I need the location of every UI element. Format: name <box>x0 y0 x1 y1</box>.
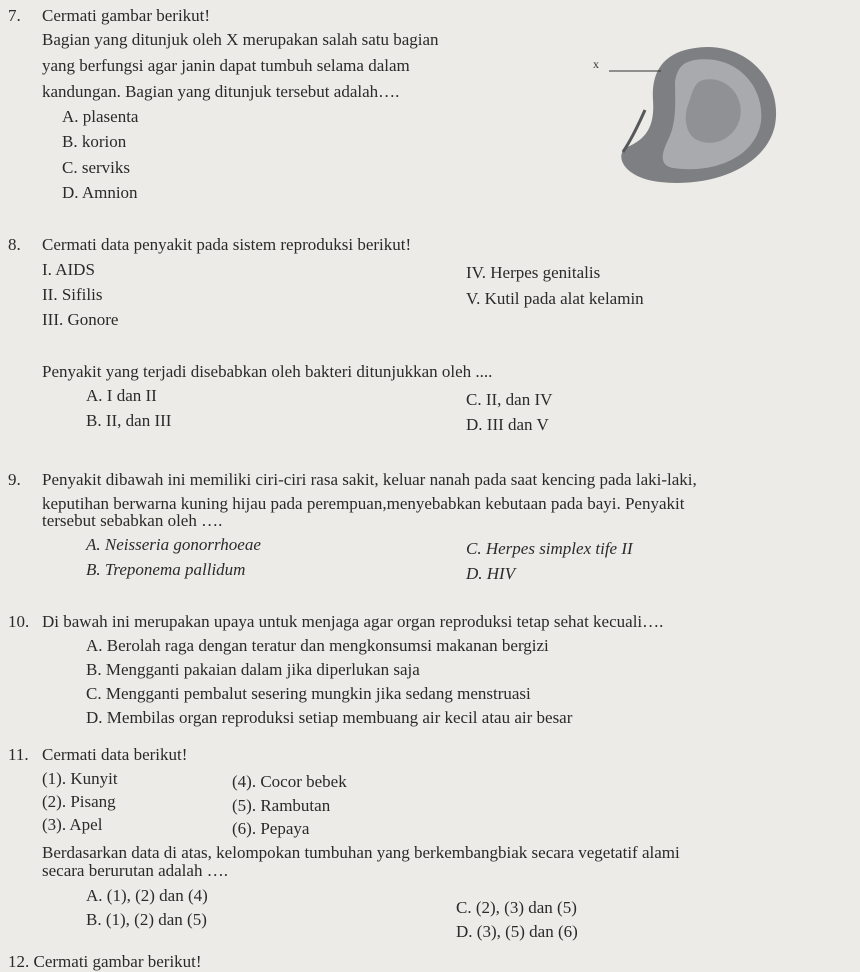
q11-list-item-1: (1). Kunyit <box>42 769 118 788</box>
q10-option-c: C. Mengganti pembalut sesering mungkin jika sedang menstruasi <box>86 684 531 703</box>
q11-list-item-3: (3). Apel <box>42 815 103 834</box>
placenta-figure <box>585 40 785 190</box>
q7-text-line1: Bagian yang ditunjuk oleh X merupakan salah satu bagian <box>42 30 439 49</box>
q9-option-a: A. Neisseria gonorrhoeae <box>86 535 261 554</box>
q9-text-line2: keputihan berwarna kuning hijau pada perempuan,menyebabkan kebutaan pada bayi. Penyakit <box>42 494 685 513</box>
q8-option-d: D. III dan V <box>466 415 549 434</box>
q11-option-b: B. (1), (2) dan (5) <box>86 910 207 929</box>
q7-instruction: Cermati gambar berikut! <box>42 6 211 25</box>
q8-option-b: B. II, dan III <box>86 411 172 430</box>
q9-option-c: C. Herpes simplex tife II <box>466 539 633 558</box>
q11-list-item-6: (6). Pepaya <box>232 819 310 838</box>
q10-text: Di bawah ini merupakan upaya untuk menjaga agar organ reproduksi tetap sehat kecuali…. <box>42 612 664 631</box>
q8-list-item-4: IV. Herpes genitalis <box>466 263 601 282</box>
q7-option-d: D. Amnion <box>62 183 138 202</box>
q7-number: 7. <box>8 6 21 25</box>
q9-option-d: D. HIV <box>466 564 516 583</box>
q9-text-line3: tersebut sebabkan oleh …. <box>42 511 223 530</box>
q11-option-c: C. (2), (3) dan (5) <box>456 898 577 917</box>
q7-option-b: B. korion <box>62 132 127 151</box>
q10-number: 10. <box>8 612 30 631</box>
q11-list-item-2: (2). Pisang <box>42 792 116 811</box>
q8-option-a: A. I dan II <box>86 386 157 405</box>
q8-option-c: C. II, dan IV <box>466 390 553 409</box>
pointer-label: x <box>593 57 599 71</box>
q10-option-b: B. Mengganti pakaian dalam jika diperlukan saja <box>86 660 420 679</box>
q8-list-item-1: I. AIDS <box>42 260 95 279</box>
q8-list-item-3: III. Gonore <box>42 310 119 329</box>
q8-number: 8. <box>8 235 21 254</box>
q7-option-a: A. plasenta <box>62 107 139 126</box>
q11-option-a: A. (1), (2) dan (4) <box>86 886 208 905</box>
q12-partial-title: 12. Cermati gambar berikut! <box>8 952 202 971</box>
q9-option-b: B. Treponema pallidum <box>86 560 246 579</box>
q9-number: 9. <box>8 470 21 489</box>
q10-option-a: A. Berolah raga dengan teratur dan mengkonsumsi makanan bergizi <box>86 636 549 655</box>
q7-text-line2: yang berfungsi agar janin dapat tumbuh selama dalam <box>42 56 410 75</box>
q8-list-item-5: V. Kutil pada alat kelamin <box>466 289 644 308</box>
q7-text-line3: kandungan. Bagian yang ditunjuk tersebut adalah…. <box>42 82 400 101</box>
q7-option-c: C. serviks <box>62 158 130 177</box>
q11-number: 11. <box>8 745 29 764</box>
q8-list-item-2: II. Sifilis <box>42 285 103 304</box>
q9-text-line1: Penyakit dibawah ini memiliki ciri-ciri rasa sakit, keluar nanah pada saat kencing pada laki-laki, <box>42 470 697 489</box>
q8-title: Cermati data penyakit pada sistem reproduksi berikut! <box>42 235 412 254</box>
q11-list-item-4: (4). Cocor bebek <box>232 772 347 791</box>
q11-option-d: D. (3), (5) dan (6) <box>456 922 578 941</box>
q11-text-line2: secara berurutan adalah …. <box>42 861 228 880</box>
q11-list-item-5: (5). Rambutan <box>232 796 331 815</box>
q8-question: Penyakit yang terjadi disebabkan oleh bakteri ditunjukkan oleh .... <box>42 362 493 381</box>
q10-option-d: D. Membilas organ reproduksi setiap membuang air kecil atau air besar <box>86 708 573 727</box>
q11-title: Cermati data berikut! <box>42 745 188 764</box>
uterus-illustration <box>585 40 785 190</box>
q11-text-line1: Berdasarkan data di atas, kelompokan tumbuhan yang berkembangbiak secara vegetatif alami <box>42 843 680 862</box>
